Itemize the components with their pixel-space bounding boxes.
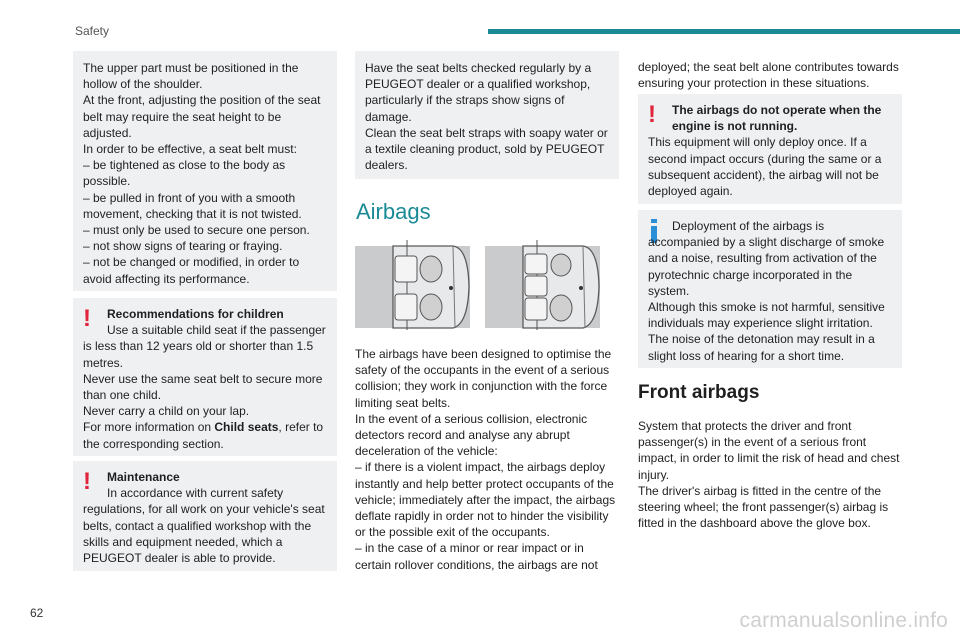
airbag-warning-box bbox=[638, 94, 902, 204]
info-line: Although this smoke is not harmful, sensitive individuals may experience slight irritation. bbox=[648, 300, 885, 331]
continued-text: deployed; the seat belt alone contributes towards ensuring your protection in these situations. bbox=[638, 60, 899, 91]
page-number: 62 bbox=[30, 606, 44, 620]
belt-line: – be pulled in front of you with a smooth movement, checking that it is not twisted. bbox=[83, 190, 302, 221]
watermark: carmanualsonline.info bbox=[739, 609, 948, 632]
header-accent-bar bbox=[488, 29, 960, 34]
maintenance-text: In accordance with current safety regulations, for all work on your vehicle's seat belts, contact a qualified workshop with the skills and equipment needed, which a PEUGEOT dealer is able to provide. bbox=[83, 486, 325, 566]
section-title: Safety bbox=[75, 24, 110, 38]
vehicle-illustration-left bbox=[355, 240, 470, 330]
belt-line: – be tightened as close to the body as possible. bbox=[83, 158, 286, 189]
maintenance-warning-box bbox=[73, 461, 337, 571]
airbags-heading: Airbags bbox=[356, 199, 431, 224]
airbags-paragraph: – in the case of a minor or rear impact or in certain rollover conditions, the airbags are not bbox=[355, 541, 598, 572]
info-line: The noise of the detonation may result in a slight loss of hearing for a short time. bbox=[648, 332, 875, 363]
airbags-paragraph: – if there is a violent impact, the airbags deploy instantly and help better protect occupants of the vehicle; immediately after the impact, the airbags deflate rapidly in order not to hinder the visibility or the possible exit of the occupants. bbox=[355, 460, 616, 540]
belt-line: The upper part must be positioned in the hollow of the shoulder. bbox=[83, 61, 299, 92]
airbag-warning-title: The airbags do not operate when the engine is not running. bbox=[672, 103, 882, 134]
front-airbags-paragraph: The driver's airbag is fitted in the centre of the steering wheel; the front passenger(s) airbag is fitted in the dashboard above the glove box. bbox=[638, 483, 889, 531]
child-seats-link: Child seats bbox=[214, 420, 279, 435]
check-line: Clean the seat belt straps with soapy water or a textile cleaning product, sold by PEUGEOT dealers. bbox=[365, 125, 608, 173]
warning-icon: ! bbox=[648, 101, 656, 128]
children-warning-box bbox=[73, 298, 337, 456]
info-line: Deployment of the airbags is accompanied by a slight discharge of smoke and a noise, resulting from activation of the pyrotechnic charge incorporated in the system. bbox=[648, 219, 885, 298]
belt-line: – must only be used to secure one person. bbox=[83, 223, 310, 238]
children-line: Never use the same seat belt to secure more than one child. bbox=[83, 371, 323, 403]
front-airbags-paragraph: System that protects the driver and front passenger(s) in the event of a serious front impact, in order to limit the risk of head and chest injury. bbox=[638, 419, 900, 482]
children-title: Recommendations for children bbox=[107, 307, 284, 321]
belt-line: At the front, adjusting the position of the seat belt may require the seat height to be adjusted. bbox=[83, 93, 321, 140]
airbags-paragraph: The airbags have been designed to optimise the safety of the occupants in the event of a serious collision; they work in conjunction with the force limiting seat belts. bbox=[355, 347, 612, 410]
seat-belt-info-box bbox=[73, 51, 337, 291]
belt-line: – not be changed or modified, in order to avoid affecting its performance. bbox=[83, 255, 300, 286]
airbags-paragraph: In the event of a serious collision, electronic detectors record and analyse any abrupt deceleration of the vehicle: bbox=[355, 411, 588, 459]
warning-icon: ! bbox=[83, 305, 91, 332]
warning-icon: ! bbox=[83, 468, 91, 495]
belt-line: – not show signs of tearing or fraying. bbox=[83, 239, 283, 254]
front-airbags-heading: Front airbags bbox=[638, 382, 760, 403]
check-line: Have the seat belts checked regularly by a PEUGEOT dealer or a qualified workshop, particularly if the straps show signs of damage. bbox=[365, 61, 592, 124]
airbag-vehicle-illustrations bbox=[355, 236, 605, 332]
airbag-warning-text: This equipment will only deploy once. If a second impact occurs (during the same or a subsequent accident), the airbag will not be deployed again. bbox=[648, 135, 882, 199]
vehicle-illustration-right bbox=[485, 240, 600, 330]
belt-line: In order to be effective, a seat belt must: bbox=[83, 142, 297, 157]
children-line: Use a suitable child seat if the passenger is less than 12 years old or shorter than 1.5 metres. bbox=[83, 323, 326, 370]
children-line: Never carry a child on your lap. bbox=[83, 404, 250, 419]
children-reference: For more information on Child seats, refer to the corresponding section. bbox=[83, 420, 324, 451]
maintenance-title: Maintenance bbox=[107, 470, 180, 484]
belt-check-box bbox=[355, 51, 619, 179]
deployment-info-box bbox=[638, 210, 902, 368]
